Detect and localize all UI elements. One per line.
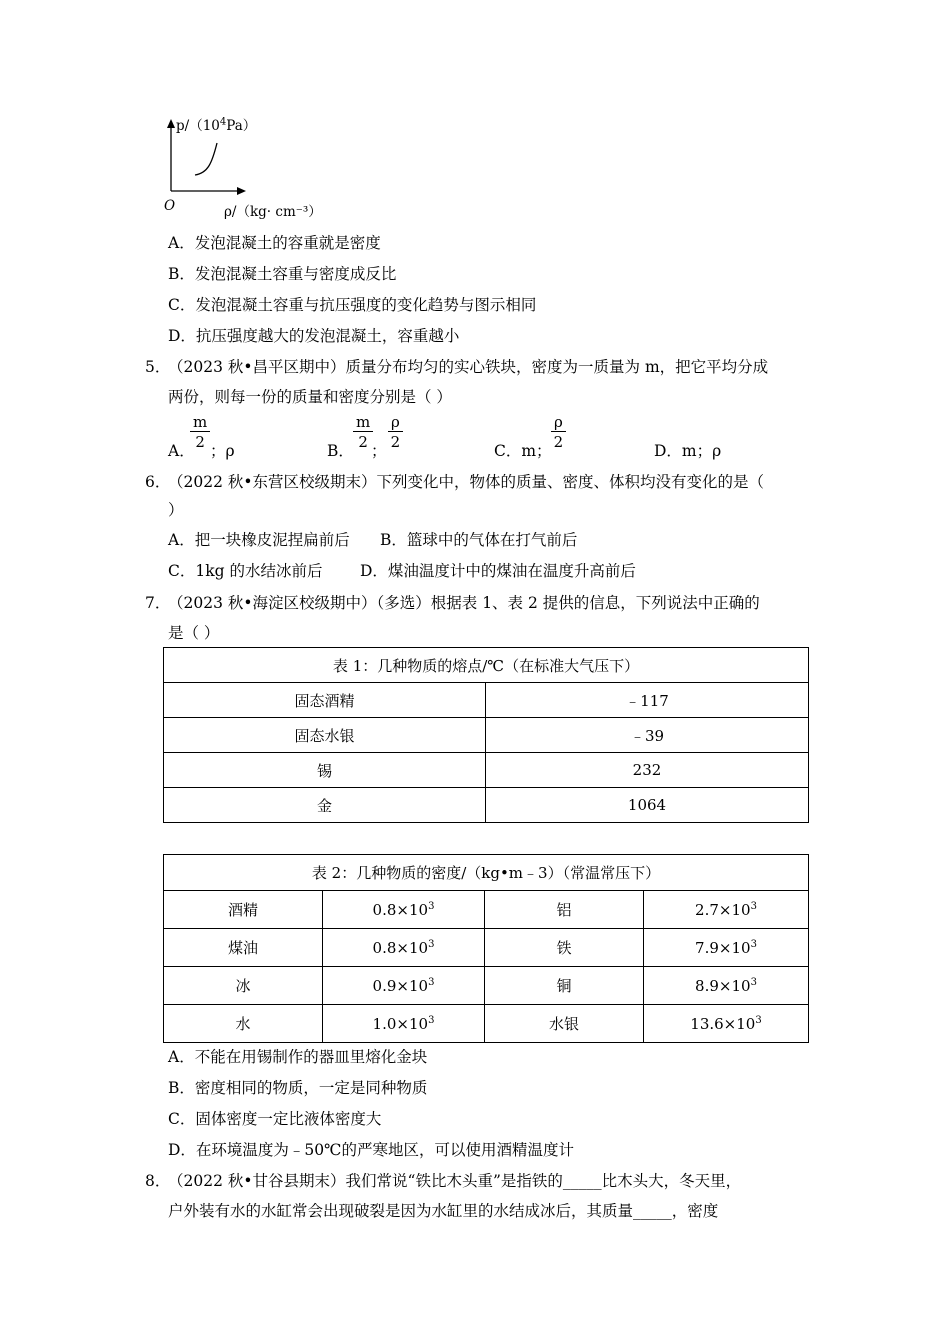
table-cell-density: $7.9\times 10^3$ bbox=[644, 929, 809, 967]
q6-option-c: C．1kg 的水结冰前后 bbox=[168, 562, 323, 580]
table-cell-substance: 酒精 bbox=[164, 891, 323, 929]
q7-option-c: C．固体密度一定比液体密度大 bbox=[168, 1110, 382, 1128]
table-row bbox=[164, 891, 809, 929]
fraction-numerator: m bbox=[190, 413, 210, 432]
q6-stem-line2: ） bbox=[168, 501, 184, 519]
table-title: 表 2：几种物质的密度/（kg•m﹣3）（常温常压下） bbox=[164, 855, 809, 891]
q5-option-a-label: A． bbox=[168, 442, 195, 460]
melting-point-table bbox=[163, 647, 809, 823]
q5-option-c-fraction bbox=[551, 413, 566, 452]
table-cell-substance: 固态水银 bbox=[164, 718, 486, 753]
table-title-row bbox=[164, 855, 809, 891]
q6-option-d: D．煤油温度计中的煤油在温度升高前后 bbox=[360, 562, 636, 580]
table-cell-value: 232 bbox=[486, 753, 809, 788]
table-cell-substance: 煤油 bbox=[164, 929, 323, 967]
q7-option-d: D．在环境温度为﹣50℃的严寒地区，可以使用酒精温度计 bbox=[168, 1141, 574, 1159]
table-cell-substance: 铁 bbox=[485, 929, 644, 967]
q5-stem-line2: 两份，则每一份的质量和密度分别是（ ） bbox=[168, 388, 452, 406]
q7-stem-line1: （2023 秋•海淀区校级期中）（多选）根据表 1、表 2 提供的信息，下列说法中正确的 bbox=[168, 594, 760, 612]
q8-number: 8． bbox=[145, 1172, 171, 1190]
q8-stem-line2: 户外装有水的水缸常会出现破裂是因为水缸里的水结成冰后，其质量_____，密度 bbox=[168, 1202, 719, 1220]
q5-option-a-tail: ；ρ bbox=[210, 442, 235, 460]
table-title: 表 1：几种物质的熔点/℃（在标准大气压下） bbox=[164, 648, 809, 683]
q6-stem-line1: （2022 秋•东营区校级期末）下列变化中，物体的质量、密度、体积均没有变化的是（ bbox=[168, 473, 765, 491]
table-cell-density: $0.8\times 10^3$ bbox=[323, 891, 485, 929]
table-cell-substance: 铜 bbox=[485, 967, 644, 1005]
q6-number: 6． bbox=[145, 473, 171, 491]
q7-number: 7． bbox=[145, 594, 171, 612]
y-axis-label: $p/(10^4Pa)$ bbox=[176, 116, 257, 134]
table-cell-density: $13.6\times 10^3$ bbox=[644, 1005, 809, 1043]
q4-option-c: C．发泡混凝土容重与抗压强度的变化趋势与图示相同 bbox=[168, 296, 537, 314]
table-title-row bbox=[164, 648, 809, 683]
fraction-denominator: 2 bbox=[553, 433, 564, 451]
table-cell-substance: 固态酒精 bbox=[164, 683, 486, 718]
fraction-denominator: 2 bbox=[390, 433, 401, 451]
q5-option-b-separator: ； bbox=[371, 442, 387, 460]
fraction-numerator: ρ bbox=[388, 413, 403, 432]
q7-option-a: A．不能在用锡制作的器皿里熔化金块 bbox=[168, 1048, 428, 1066]
q5-number: 5． bbox=[145, 358, 171, 376]
graph-curve bbox=[195, 143, 217, 175]
q4-option-a: A．发泡混凝土的容重就是密度 bbox=[168, 234, 381, 252]
table-row bbox=[164, 788, 809, 823]
q5-stem-line1: （2023 秋•昌平区期中）质量分布均匀的实心铁块，密度为一质量为 m，把它平均分成 bbox=[168, 358, 769, 376]
table-cell-substance: 锡 bbox=[164, 753, 486, 788]
table-cell-value: ﹣39 bbox=[486, 718, 809, 753]
q8-stem-line1: （2022 秋•甘谷县期末）我们常说“铁比木头重”是指铁的_____比木头大，冬天里， bbox=[168, 1172, 742, 1190]
q5-option-b-fraction-2 bbox=[388, 413, 403, 452]
fraction-denominator: 2 bbox=[195, 433, 205, 451]
table-cell-density: $1.0\times 10^3$ bbox=[323, 1005, 485, 1043]
q4-option-d: D．抗压强度越大的发泡混凝土，容重越小 bbox=[168, 327, 460, 345]
y-axis-arrow bbox=[167, 119, 175, 128]
x-axis-arrow bbox=[237, 187, 246, 195]
table-row bbox=[164, 1005, 809, 1043]
fraction-denominator: 2 bbox=[358, 433, 368, 451]
table-cell-substance: 水银 bbox=[485, 1005, 644, 1043]
q5-option-b-label: B． bbox=[327, 442, 354, 460]
x-axis-label: ρ/（kg· cm⁻³） bbox=[224, 204, 322, 220]
table-row bbox=[164, 683, 809, 718]
table-cell-value: 1064 bbox=[486, 788, 809, 823]
table-cell-value: ﹣117 bbox=[486, 683, 809, 718]
table-cell-density: $0.8\times 10^3$ bbox=[323, 929, 485, 967]
fraction-numerator: ρ bbox=[551, 413, 566, 432]
q7-stem-line2: 是（ ） bbox=[168, 624, 220, 642]
table-cell-substance: 水 bbox=[164, 1005, 323, 1043]
q5-option-d: D．m；ρ bbox=[654, 442, 722, 460]
q5-option-a-fraction bbox=[190, 413, 210, 452]
q4-option-b: B．发泡混凝土容重与密度成反比 bbox=[168, 265, 397, 283]
table-cell-density: $0.9\times 10^3$ bbox=[323, 967, 485, 1005]
origin-label: O bbox=[164, 198, 176, 214]
table-row bbox=[164, 967, 809, 1005]
density-table bbox=[163, 854, 809, 1043]
table-row bbox=[164, 753, 809, 788]
q5-option-c-label: C．m； bbox=[494, 442, 552, 460]
table-cell-substance: 铝 bbox=[485, 891, 644, 929]
q6-option-b: B．篮球中的气体在打气前后 bbox=[380, 531, 578, 549]
table-cell-substance: 冰 bbox=[164, 967, 323, 1005]
q6-option-a: A．把一块橡皮泥捏扁前后 bbox=[168, 531, 350, 549]
table-cell-density: $8.9\times 10^3$ bbox=[644, 967, 809, 1005]
table-row bbox=[164, 718, 809, 753]
q7-option-b: B．密度相同的物质，一定是同种物质 bbox=[168, 1079, 428, 1097]
fraction-numerator: m bbox=[353, 413, 373, 432]
table-row bbox=[164, 929, 809, 967]
table-cell-substance: 金 bbox=[164, 788, 486, 823]
table-cell-density: $2.7\times 10^3$ bbox=[644, 891, 809, 929]
